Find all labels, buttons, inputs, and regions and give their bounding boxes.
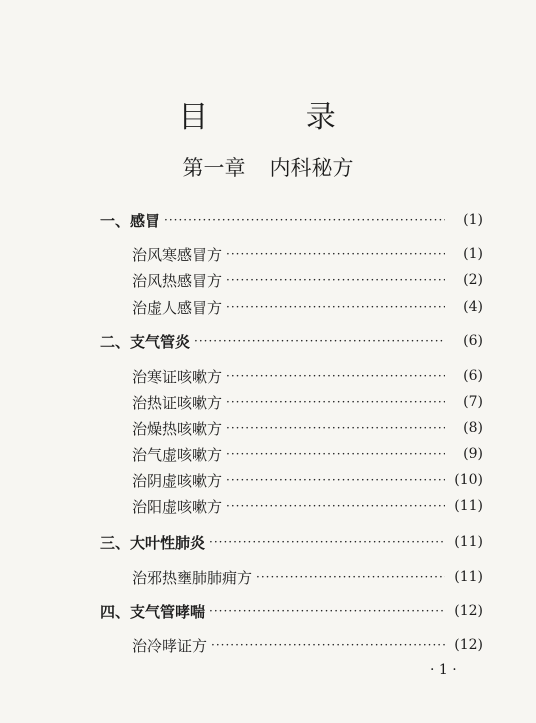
leader-dots — [194, 334, 445, 348]
toc-entry-page: (11) — [454, 534, 483, 550]
toc-entry-label: 治燥热咳嗽方 — [132, 419, 223, 438]
toc-entry-label: 治阳虚咳嗽方 — [132, 497, 223, 516]
toc-entry-label: 治邪热壅肺肺痈方 — [132, 568, 253, 587]
toc-entry-page: (1) — [463, 212, 483, 228]
leader-dots — [226, 499, 445, 513]
toc-entry[interactable] — [132, 495, 483, 517]
toc-entry[interactable] — [132, 391, 483, 413]
toc-entry-label: 一、感冒 — [100, 211, 161, 230]
toc-entry[interactable] — [100, 600, 483, 622]
toc-entry-label: 治阴虚咳嗽方 — [132, 471, 223, 490]
toc-entry-page: (7) — [463, 394, 483, 410]
toc-entry-label: 治气虚咳嗽方 — [132, 445, 223, 464]
toc-entry-label: 治寒证咳嗽方 — [132, 367, 223, 386]
toc-entry[interactable] — [100, 209, 483, 231]
leader-dots — [209, 604, 445, 618]
chapter-title: 内科秘方 — [269, 156, 354, 180]
toc-entry-page: (4) — [463, 299, 483, 315]
toc-entry-label: 治虚人感冒方 — [132, 298, 223, 317]
toc-entry-page: (12) — [454, 603, 483, 619]
toc-entry[interactable] — [132, 365, 483, 387]
toc-entry-label: 三、大叶性肺炎 — [100, 533, 206, 552]
chapter-heading — [0, 152, 536, 182]
toc-entry-page: (2) — [463, 272, 483, 288]
toc-entry-label: 治风寒感冒方 — [132, 245, 223, 264]
leader-dots — [226, 247, 445, 261]
toc-entry[interactable] — [100, 531, 483, 553]
toc-entry-page: (6) — [463, 368, 483, 384]
leader-dots — [226, 447, 445, 461]
toc-entry-page: (11) — [454, 498, 483, 514]
leader-dots — [226, 369, 445, 383]
toc-entry-label: 四、支气管哮喘 — [100, 602, 206, 621]
leader-dots — [211, 638, 445, 652]
leader-dots — [226, 273, 445, 287]
toc-entry[interactable] — [132, 296, 483, 318]
toc-entry-label: 治冷哮证方 — [132, 636, 208, 655]
toc-entry-label: 二、支气管炎 — [100, 332, 191, 351]
toc-entry-page: (8) — [463, 420, 483, 436]
toc-entry[interactable] — [132, 469, 483, 491]
toc-entry[interactable] — [132, 443, 483, 465]
toc-entry-page: (6) — [463, 333, 483, 349]
toc-entry-page: (1) — [463, 246, 483, 262]
toc-entry[interactable] — [132, 634, 483, 656]
toc-entry-label: 治热证咳嗽方 — [132, 393, 223, 412]
toc-entry[interactable] — [132, 269, 483, 291]
toc-entry-page: (9) — [463, 446, 483, 462]
page-title: 目 录 — [178, 100, 380, 135]
toc-entry-page: (12) — [454, 637, 483, 653]
toc-entry-label: 治风热感冒方 — [132, 271, 223, 290]
toc-entry-page: (10) — [454, 472, 483, 488]
toc-entry[interactable] — [100, 330, 483, 352]
leader-dots — [226, 473, 445, 487]
chapter-number: 第一章 — [182, 156, 246, 180]
leader-dots — [226, 421, 445, 435]
toc-entry[interactable] — [132, 417, 483, 439]
leader-dots — [256, 570, 445, 584]
toc-entry[interactable] — [132, 243, 483, 265]
toc-entry[interactable] — [132, 566, 483, 588]
leader-dots — [209, 535, 445, 549]
leader-dots — [226, 300, 445, 314]
leader-dots — [164, 213, 445, 227]
page-number: · 1 · — [430, 662, 457, 678]
toc-entry-page: (11) — [454, 569, 483, 585]
leader-dots — [226, 395, 445, 409]
